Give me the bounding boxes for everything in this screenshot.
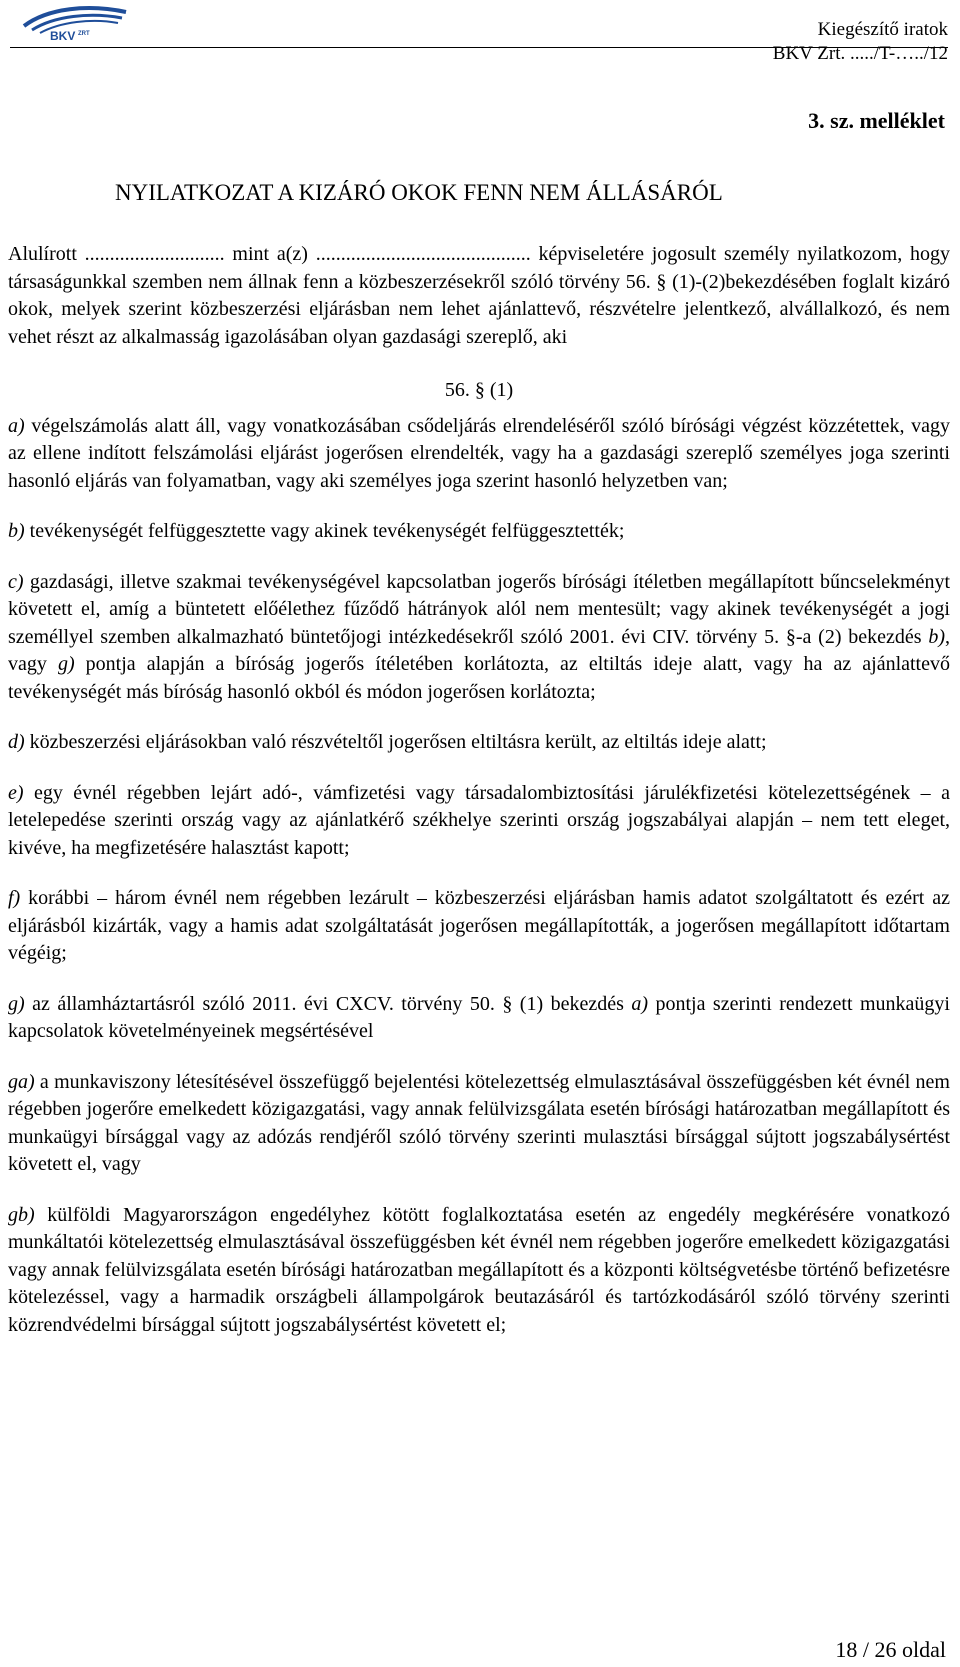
item-text: közbeszerzési eljárásokban való részvételtől jogerősen eltiltásra került, az eltiltás ideje alatt; xyxy=(24,731,767,753)
item-label: g) xyxy=(8,992,25,1015)
item-a xyxy=(8,413,950,496)
item-g xyxy=(8,991,950,1046)
item-inline-ref: b) xyxy=(928,625,945,648)
item-e xyxy=(8,780,950,863)
item-label: gb) xyxy=(8,1203,35,1226)
item-text: külföldi Magyarországon engedélyhez kötött foglalkoztatása esetén az engedély megkérésére vonatkozó munkáltatói kötelezettség elmulasztásával összefüggésben két évnél nem régebben jogerőre emelkedett közigazgatási vagy annak felülvizsgálata esetén bírósági határozatban megállapított és a központi költségvetésbe történő befizetésre kötelezéssel, vagy a harmadik országbeli állampolgárok beutazásáról és tartózkodásáról szóló törvény szerinti közrendvédelmi bírsággal sújtott jogszabálysértést követett el; xyxy=(8,1203,950,1336)
bkv-logo xyxy=(18,2,136,42)
item-text: korábbi – három évnél nem régebben lezárult – közbeszerzési eljárásban hamis adatot szolgáltatott és ezért az eljárásból kizárták, vagy a hamis adat szolgáltatását jogerősen megállapították, a jogerősen megállapított időtartam végéig; xyxy=(8,887,950,964)
item-c xyxy=(8,569,950,707)
item-f xyxy=(8,885,950,968)
item-d xyxy=(8,729,950,757)
item-text: gazdasági, illetve szakmai tevékenységével kapcsolatban jogerős bírósági ítéletben megállapított bűncselekményt követett el, amíg a büntetett előélethez fűződő hátrányok alól nem mentesült; vagy akinek tevékenységét a jogi személlyel szemben alkalmazható büntetőjogi intézkedésekről szóló 2001. évi CIV. törvény 5. §-a (2) bekezdés xyxy=(8,570,950,648)
item-inline-ref: g) xyxy=(57,653,75,675)
item-label: ga) xyxy=(8,1070,35,1093)
document-title: NYILATKOZAT A KIZÁRÓ OKOK FENN NEM ÁLLÁSÁRÓL xyxy=(115,180,723,205)
svg-text:BKV: BKV xyxy=(50,29,76,42)
header-line-2: BKV Zrt. ...../T-…../12 xyxy=(772,43,948,64)
header-line-1: Kiegészítő iratok xyxy=(817,19,948,40)
item-text: végelszámolás alatt áll, vagy vonatkozásában csődeljárás elrendeléséről szóló bírósági végzést közzétettek, vagy az ellene indított felszámolási eljárást jogerősen elrendelték, vagy ha a gazdasági szereplő személyes joga szerinti hasonló eljárás van folyamatban, vagy aki személyes joga szerint hasonló helyzetben van; xyxy=(8,414,950,492)
item-label: a) xyxy=(8,414,25,437)
item-text: egy évnél régebben lejárt adó-, vámfizetési vagy társadalombiztosítási járulékfizetési kötelezettségének – a letelepedése szerinti ország vagy az ajánlatkérő székhelye szerinti ország jogszabályai alapján – nem tett eleget, kivéve, ha megfizetésére halasztást kapott; xyxy=(8,781,950,859)
item-b xyxy=(8,518,950,546)
item-text: az államháztartásról szóló 2011. évi CXCV. törvény 50. § (1) bekezdés xyxy=(24,992,632,1015)
page-number: 18 / 26 oldal xyxy=(835,1637,946,1662)
item-label: c) xyxy=(8,570,24,593)
document-body xyxy=(8,241,950,1362)
item-label: d) xyxy=(8,731,25,753)
item-text: pontja szerinti rendezett munkaügyi kapcsolatok követelményeinek megsértésével xyxy=(8,992,950,1042)
item-text: , vagy xyxy=(8,625,950,675)
header-divider xyxy=(10,47,948,48)
page-header xyxy=(0,0,960,64)
item-label: e) xyxy=(8,781,24,804)
item-label: b) xyxy=(8,520,25,542)
annex-label: 3. sz. melléklet xyxy=(808,108,945,133)
item-ga xyxy=(8,1069,950,1179)
section-heading: 56. § (1) xyxy=(444,379,514,401)
item-text: a munkaviszony létesítésével összefüggő bejelentési kötelezettség elmulasztásával összefüggésben két évnél nem régebben jogerőre emelkedett közigazgatási, vagy annak felülvizsgálata esetén bírósági határozatban megállapított és munkaügyi bírsággal vagy az adózás rendjéről szóló törvény szerinti mulasztási bírsággal sújtott jogszabálysértést követett el, vagy xyxy=(8,1070,950,1175)
intro-paragraph: Alulírott ............................ mint a(z) ........................................... képviseletére jogosult személy nyilatkozom, hogy társaságunkkal szemben nem állnak fenn a közbeszerzésekről szóló törvény 56. § (1)-(2)bekezdésében foglalt kizáró okok, melyek szerint közbeszerzési eljárásban nem lehet ajánlattevő, részvételre jelentkező, alvállalkozó, és nem vehet részt az alkalmasság igazolásában olyan gazdasági szereplő, aki xyxy=(8,243,950,348)
item-gb xyxy=(8,1202,950,1340)
item-text: tevékenységét felfüggesztette vagy akinek tevékenységét felfüggesztették; xyxy=(24,520,625,542)
item-text: pontja alapján a bíróság jogerős ítéletében korlátozta, az eltiltás ideje alatt, vagy ha az ajánlattevő tevékenységét más bíróság hasonló okból és módon jogerősen korlátozta; xyxy=(8,653,950,703)
svg-text:ZRT: ZRT xyxy=(78,31,90,37)
item-label: f) xyxy=(8,887,21,909)
item-inline-ref: a) xyxy=(631,992,648,1015)
